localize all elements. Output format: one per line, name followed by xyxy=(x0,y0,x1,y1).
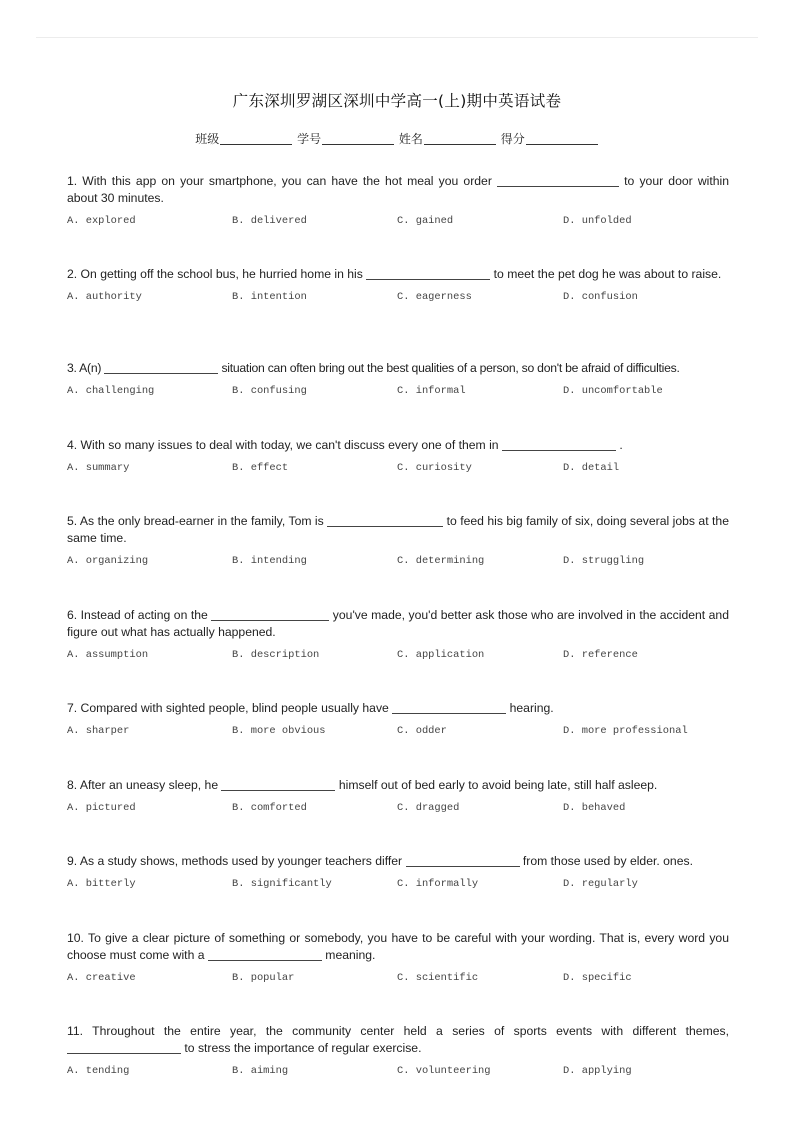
question-10 xyxy=(67,930,729,988)
stem-text-after: hearing. xyxy=(509,701,554,715)
stem-text-before: 8. After an uneasy sleep, he xyxy=(67,778,219,792)
option-d[interactable]: D. regularly xyxy=(563,878,638,890)
stem-text-after: to meet the pet dog he was about to raise. xyxy=(493,267,722,281)
option-d[interactable]: D. detail xyxy=(563,462,620,474)
stem-text-before: 4. With so many issues to deal with today, we can't discuss every one of them in xyxy=(67,438,499,452)
option-a[interactable]: A. tending xyxy=(67,1065,130,1077)
class-label: 班级 xyxy=(195,132,220,146)
option-c[interactable]: C. informal xyxy=(397,385,466,397)
option-c[interactable]: C. eagerness xyxy=(397,291,472,303)
question-8 xyxy=(67,777,729,818)
options-row xyxy=(67,878,729,894)
answer-blank[interactable] xyxy=(502,438,616,451)
option-c[interactable]: C. application xyxy=(397,649,485,661)
question-stem xyxy=(67,266,729,283)
option-a[interactable]: A. authority xyxy=(67,291,142,303)
stem-text-before: 7. Compared with sighted people, blind people usually have xyxy=(67,701,389,715)
stem-text-after: to stress the importance of regular exercise. xyxy=(184,1041,422,1055)
option-c[interactable]: C. informally xyxy=(397,878,479,890)
option-c[interactable]: C. volunteering xyxy=(397,1065,491,1077)
option-a[interactable]: A. bitterly xyxy=(67,878,136,890)
options-row xyxy=(67,291,729,307)
options-row xyxy=(67,802,729,818)
option-b[interactable]: B. confusing xyxy=(232,385,307,397)
question-stem xyxy=(67,173,729,207)
question-stem xyxy=(67,437,729,454)
option-b[interactable]: B. significantly xyxy=(232,878,332,890)
option-a[interactable]: A. creative xyxy=(67,972,136,984)
stem-text-after: to feed his big family of six, doing several jobs at the same time. xyxy=(67,514,729,545)
question-stem xyxy=(67,1023,729,1057)
answer-blank[interactable] xyxy=(392,701,506,714)
options-row xyxy=(67,725,729,741)
stem-text-before: 5. As the only bread-earner in the family, Tom is xyxy=(67,514,324,528)
answer-blank[interactable] xyxy=(327,514,443,527)
option-b[interactable]: B. popular xyxy=(232,972,295,984)
stem-text-after: to your door within about 30 minutes. xyxy=(67,174,729,205)
option-b[interactable]: B. more obvious xyxy=(232,725,326,737)
page-title: 广东深圳罗湖区深圳中学高一(上)期中英语试卷 xyxy=(232,92,562,110)
stem-text-after: . xyxy=(619,438,623,452)
option-d[interactable]: D. unfolded xyxy=(563,215,632,227)
stem-text-before: 11. Throughout the entire year, the community center held a series of sports events with different themes, xyxy=(67,1024,729,1038)
option-a[interactable]: A. pictured xyxy=(67,802,136,814)
student-number-label: 学号 xyxy=(297,132,322,146)
option-c[interactable]: C. odder xyxy=(397,725,447,737)
options-row xyxy=(67,649,729,665)
option-d[interactable]: D. more professional xyxy=(563,725,688,737)
option-d[interactable]: D. behaved xyxy=(563,802,626,814)
stem-text-after: meaning. xyxy=(325,948,376,962)
option-b[interactable]: B. delivered xyxy=(232,215,307,227)
question-7 xyxy=(67,700,729,741)
class-field-line[interactable] xyxy=(220,134,292,145)
options-row xyxy=(67,215,729,231)
stem-text-after: from those used by elder. ones. xyxy=(522,854,693,868)
question-stem xyxy=(67,360,729,377)
question-3 xyxy=(67,360,729,401)
options-row xyxy=(67,1065,729,1081)
question-4 xyxy=(67,437,729,478)
stem-text-after: you've made, you'd better ask those who are involved in the accident and figure out what has actually happened. xyxy=(67,608,729,639)
option-c[interactable]: C. determining xyxy=(397,555,485,567)
score-label: 得分 xyxy=(500,132,525,146)
header-divider xyxy=(36,37,758,38)
options-row xyxy=(67,385,729,401)
option-b[interactable]: B. description xyxy=(232,649,320,661)
score-field-line[interactable] xyxy=(526,134,598,145)
option-c[interactable]: C. gained xyxy=(397,215,454,227)
option-a[interactable]: A. assumption xyxy=(67,649,149,661)
student-number-field-line[interactable] xyxy=(322,134,394,145)
answer-blank[interactable] xyxy=(67,1041,181,1054)
options-row xyxy=(67,972,729,988)
name-field-line[interactable] xyxy=(424,134,496,145)
option-d[interactable]: D. specific xyxy=(563,972,632,984)
option-d[interactable]: D. confusion xyxy=(563,291,638,303)
stem-text-after: himself out of bed early to avoid being late, still half asleep. xyxy=(338,778,658,792)
answer-blank[interactable] xyxy=(366,267,490,280)
student-info-row xyxy=(0,130,794,147)
question-11 xyxy=(67,1023,729,1081)
option-a[interactable]: A. sharper xyxy=(67,725,130,737)
question-stem xyxy=(67,853,729,870)
stem-text-after: situation can often bring out the best qualities of a person, so don't be afraid of difficulties. xyxy=(221,361,680,375)
stem-text-before: 6. Instead of acting on the xyxy=(67,608,208,622)
option-d[interactable]: D. applying xyxy=(563,1065,632,1077)
answer-blank[interactable] xyxy=(221,778,335,791)
question-9 xyxy=(67,853,729,894)
option-b[interactable]: B. aiming xyxy=(232,1065,289,1077)
option-a[interactable]: A. summary xyxy=(67,462,130,474)
answer-blank[interactable] xyxy=(406,854,520,867)
question-stem xyxy=(67,700,729,717)
question-stem xyxy=(67,607,729,641)
answer-blank[interactable] xyxy=(497,174,619,187)
option-c[interactable]: C. curiosity xyxy=(397,462,472,474)
option-c[interactable]: C. scientific xyxy=(397,972,479,984)
option-b[interactable]: B. effect xyxy=(232,462,289,474)
option-b[interactable]: B. intention xyxy=(232,291,307,303)
stem-text-before: 1. With this app on your smartphone, you can have the hot meal you order xyxy=(67,174,492,188)
stem-text-before: 2. On getting off the school bus, he hurried home in his xyxy=(67,267,363,281)
option-a[interactable]: A. challenging xyxy=(67,385,155,397)
stem-text-before: 10. To give a clear picture of something or somebody, you have to be careful with your wording. That is, every word you choose must come with a xyxy=(67,931,729,962)
stem-text-before: 3. A(n) xyxy=(67,361,102,375)
option-c[interactable]: C. dragged xyxy=(397,802,460,814)
option-d[interactable]: D. struggling xyxy=(563,555,645,567)
option-a[interactable]: A. explored xyxy=(67,215,136,227)
question-1 xyxy=(67,173,729,231)
question-stem xyxy=(67,513,729,547)
option-b[interactable]: B. comforted xyxy=(232,802,307,814)
options-row xyxy=(67,462,729,478)
answer-blank[interactable] xyxy=(211,608,329,621)
question-6 xyxy=(67,607,729,665)
options-row xyxy=(67,555,729,571)
question-5 xyxy=(67,513,729,571)
option-d[interactable]: D. reference xyxy=(563,649,638,661)
question-stem xyxy=(67,777,729,794)
question-2 xyxy=(67,266,729,307)
option-b[interactable]: B. intending xyxy=(232,555,307,567)
stem-text-before: 9. As a study shows, methods used by younger teachers differ xyxy=(67,854,403,868)
question-stem xyxy=(67,930,729,964)
name-label: 姓名 xyxy=(398,132,423,146)
answer-blank[interactable] xyxy=(208,948,322,961)
answer-blank[interactable] xyxy=(104,361,218,374)
option-d[interactable]: D. uncomfortable xyxy=(563,385,663,397)
option-a[interactable]: A. organizing xyxy=(67,555,149,567)
